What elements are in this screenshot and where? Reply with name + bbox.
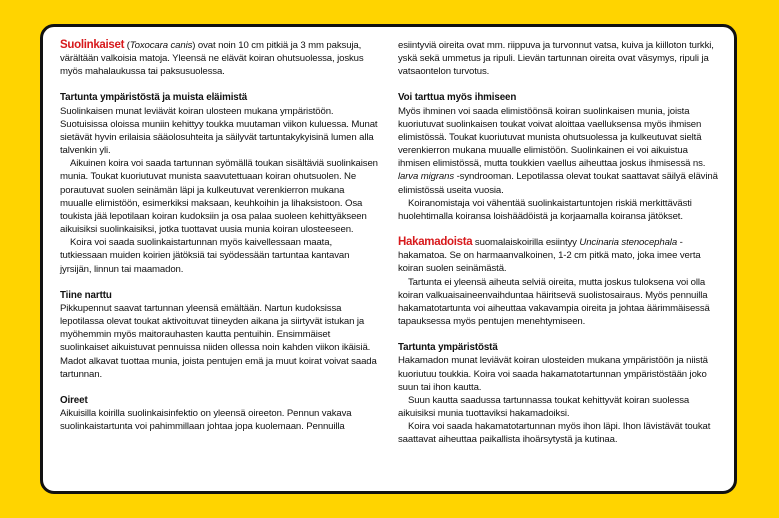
paragraph: Koira voi saada suolinkaistartunnan myös kaivellessaan maata, tutkiessaan muiden koirien jätöksiä tai syödessään tartuntaa kantavan jyrsijän, linnun tai maamadon.: [60, 237, 350, 275]
paragraph: Koiranomistaja voi vähentää suolinkaistartuntojen riskiä merkittävästi huolehtimalla koiransa loishäädöistä ja korjaamalla koiransa jätökset.: [398, 197, 692, 222]
paragraph: [398, 105, 718, 197]
paragraph: Tartunta ei yleensä aiheuta selviä oireita, mutta joskus tuloksena voi olla koiran valkuaisaineenvaihduntaa häiritsevä suolistosairaus. Myös pennuilla hakamatotartunta voi aiheuttaa vakavampia oireita ja johtaa äärimmäisessä tapauksessa myös pentujen menehtymiseen.: [398, 276, 710, 328]
paragraph: Koira voi saada hakamatotartunnan myös ihon läpi. Ihon lävistävät toukat saattavat aiheuttaa paikallista ihoärsytystä ja kutinaa.: [398, 421, 711, 446]
section-heading-symptoms: Oireet: [60, 394, 88, 406]
section-heading-humans: Voi tarttua myös ihmiseen: [398, 92, 517, 104]
hookworm-lead-term: Hakamadoista: [398, 236, 473, 249]
article-card: [40, 24, 737, 494]
paragraph-text: suomalaiskoirilla esiintyy: [472, 237, 580, 249]
paragraph: Suun kautta saadussa tartunnassa toukat kehittyvät koiran suolessa aikuisiksi munia tuottaviksi hakamadoiksi.: [398, 394, 690, 419]
section-heading-hookworm-environment: Tartunta ympäristöstä: [398, 342, 498, 354]
syndrome-term: larva migrans: [398, 171, 455, 183]
section-heading-pregnant-bitch: Tiine narttu: [60, 289, 112, 301]
paragraph: Aikuinen koira voi saada tartunnan syömällä toukan sisältäviä suolinkaisen munia. Toukat kuoriutuvat munista saavutettuaan koiran ohutsuolen. Ne porautuvat suolen seinämän läpi ja kulkeutuvat verenkierron mukana muualle elimistöön, esimerkiksi maksaan, keuhkoihin ja lihaksistoon. Osa toukista jää lepotilaan koiran kudoksiin ja osa palaa suoleen kehittyäkseen aikuisiksi suolinkaisiksi, jotka tuottavat uusia munia koiran ulosteeseen.: [60, 158, 378, 236]
paragraph: Aikuisilla koirilla suolinkaisinfektio on yleensä oireeton. Pennun vakava suolinkaistartunta voi pahimmillaan johtaa jopa kuolemaan. Pennuilla: [60, 408, 352, 433]
paragraph-text: -syndrooman. Lepotilassa olevat toukat saattavat säilyä elävinä elimistössä useita vuosia.: [398, 171, 718, 196]
paren-open: (: [124, 40, 130, 51]
paragraph: Pikkupennut saavat tartunnan yleensä emältään. Nartun kudoksissa lepotilassa olevat toukat aktivoituvat tiineyden aikana ja siirtyvät istukan ja myöhemmin myös maitorauhasten kautta pentuihin. Ensimmäiset suolinkaiset aikuistuvat pennuissa niiden ollessa noin kahden viikon ikäisiä. Madot alkavat tuottaa munia, joista pentujen emä ja muut koirat voivat saada tartunnan.: [60, 302, 377, 380]
section-heading-environment: Tartunta ympäristöstä ja muista eläimistä: [60, 92, 248, 104]
paragraph: Suolinkaisen munat leviävät koiran ulosteen mukana ympäristöön. Suotuisissa oloissa muniin kehittyy toukka muutaman viikon kuluessa. Munat sietävät hyvin erilaisia sääolosuhteita ja säilyvät tartuntakykyisinä lumen alla talvenkin yli.: [60, 105, 378, 157]
paragraph-text: Myös ihminen voi saada elimistöönsä koiran suolinkaisen munia, joista kuoriutuvat suolinkaisen toukat voivat aloittaa vaelluksensa myös ihmisen elimistössä. Toukat kuoriutuvat munista ohutsuolessa ja kulkeutuvat sieltä verenkierron mukana muualle elimistöön. Suolinkainen ei voi aikuistua ihmisen elimistössä, mutta toukkien vaellus aiheuttaa joskus ihmisessä ns.: [398, 105, 706, 170]
roundworm-lead-term: Suolinkaiset: [60, 39, 125, 51]
intro-paragraph: [60, 39, 378, 78]
left-column: [60, 39, 378, 433]
paragraph: Hakamadon munat leviävät koiran ulosteiden mukana ympäristöön ja niistä kuoriutuu toukkia. Koira voi saada hakamatotartunnan ympäristöstään joko suun tai ihon kautta.: [398, 355, 708, 393]
paragraph-continued: esiintyviä oireita ovat mm. riippuva ja turvonnut vatsa, kuiva ja kiilloton turkki, yskä sekä ummetus ja ripuli. Lievän tartunnan oireita ovat väsymys, ripuli ja vatsaontelon turvotus.: [398, 40, 714, 78]
hookworm-intro-paragraph: [398, 236, 718, 275]
paragraph-text: -hakamatoa. Se on harmaanvalkoinen, 1-2 cm pitkä mato, joka imee verta koiran suolen seinämästä.: [398, 237, 701, 275]
latin-name: Uncinaria stenocephala: [579, 237, 678, 249]
intro-text: ) ovat noin 10 cm pitkiä ja 3 mm paksuja, värältään valkoisia matoja. Yleensä ne elävät koiran ohutsuolessa, joskus myös mahalaukussa tai paksusuolessa.: [60, 40, 364, 78]
right-column: [398, 39, 718, 446]
latin-name: Toxocara canis: [129, 40, 193, 51]
